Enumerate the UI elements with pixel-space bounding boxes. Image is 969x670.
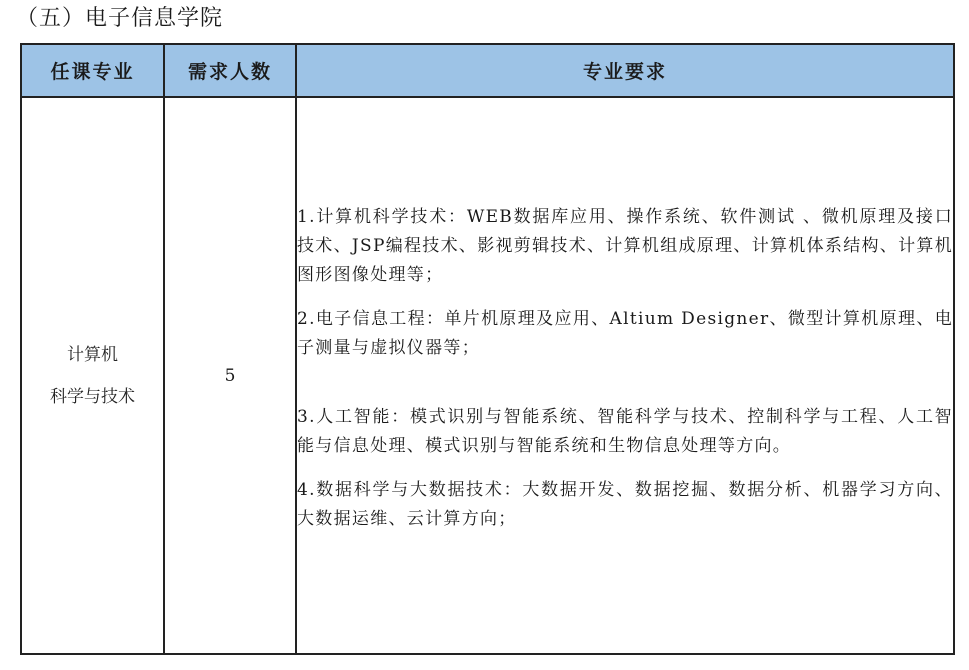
header-count: 需求人数	[164, 44, 296, 97]
requirements-cell	[296, 97, 954, 654]
header-major: 任课专业	[21, 44, 164, 97]
major-name-line2: 科学与技术	[50, 386, 135, 407]
table-row	[21, 97, 954, 654]
requirement-item: 2.电子信息工程：单片机原理及应用、Altium Designer、微型计算机原理、电子测量与虚拟仪器等；	[297, 308, 953, 358]
section-title: （五）电子信息学院	[16, 6, 224, 31]
major-name-line1: 计算机	[67, 344, 118, 365]
requirement-item: 4.数据科学与大数据技术：大数据开发、数据挖掘、数据分析、机器学习方向、大数据运维、云计算方向；	[297, 479, 953, 529]
major-cell	[21, 97, 164, 654]
header-requirements: 专业要求	[296, 44, 954, 97]
table-header-row	[21, 44, 954, 97]
count-cell: 5	[164, 97, 296, 654]
requirement-item: 3.人工智能：模式识别与智能系统、智能科学与技术、控制科学与工程、人工智能与信息处理、模式识别与智能系统和生物信息处理等方向。	[297, 406, 953, 456]
requirement-item: 1.计算机科学技术：WEB数据库应用、操作系统、软件测试 、微机原理及接口技术、JSP编程技术、影视剪辑技术、计算机组成原理、计算机体系结构、计算机图形图像处理等；	[297, 206, 953, 285]
requirements-table	[20, 43, 955, 655]
